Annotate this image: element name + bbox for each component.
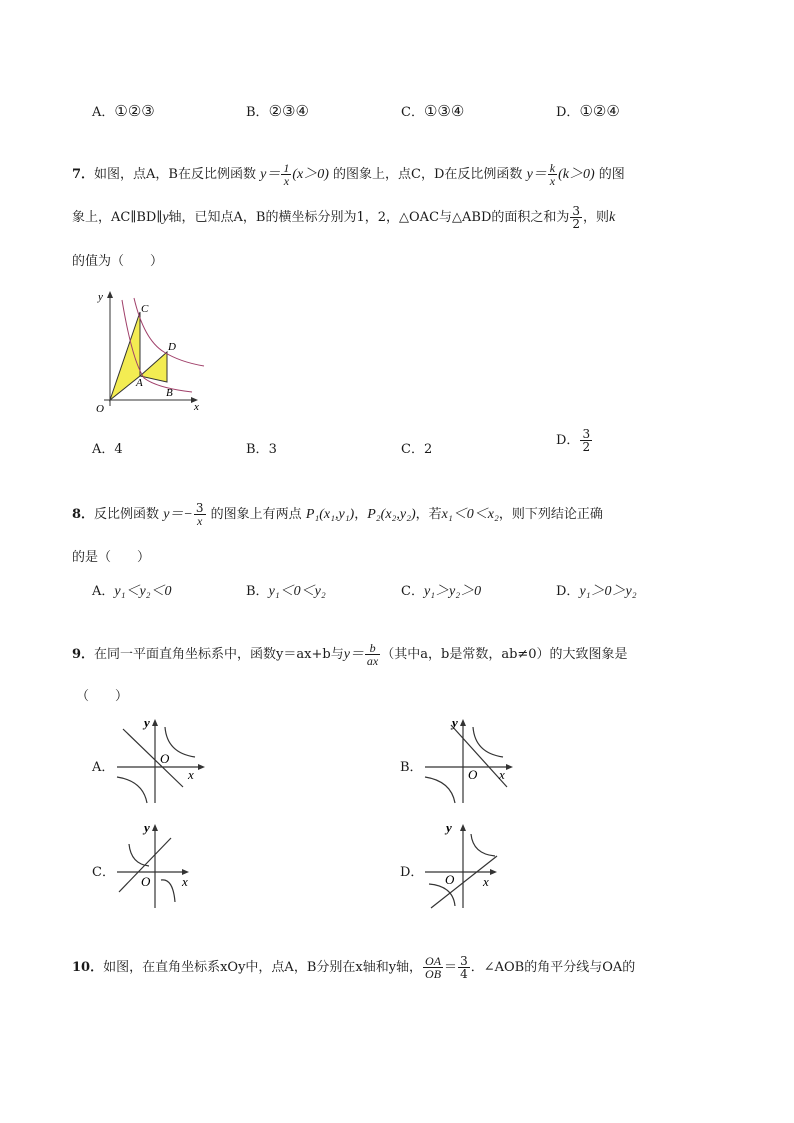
q9-option-d-label: D． [400, 865, 424, 880]
q9-line-2: （ ） [76, 689, 129, 704]
svg-text:O: O [160, 751, 170, 766]
svg-text:x: x [188, 767, 194, 782]
q10-line-1: 10．如图，在直角坐标系xOy中，点A，B分别在x轴和y轴， $\frac{OA}{OB}$ ＝ $\frac{3}{4}$ ．∠AOB的角平分线与OA的 [72, 954, 636, 981]
svg-text:x: x [182, 874, 188, 889]
svg-text:x: x [483, 874, 489, 889]
svg-text:y: y [144, 715, 150, 730]
q7-line-3: 的值为（ ） [72, 254, 164, 269]
q7-line-1: 7．如图，点A，B在反比例函数 y＝ $\frac{1}{x}$ (x＞0) 的图象上，点C，D在反比例函数 y＝ $\frac{k}{x}$ (k＞0) 的图 [72, 161, 625, 188]
q9-graph-c [115, 820, 210, 912]
q7-fig-label-b: B [166, 387, 173, 399]
q8-option-a: A．y₁＜y₂＜0 [92, 584, 172, 599]
svg-text:y: y [144, 820, 150, 835]
q7-fig-label-d: D [168, 341, 176, 353]
q8-option-d: D．y₁＞0＞y₂ [556, 584, 637, 599]
q6-option-d: D．①②④ [556, 102, 620, 120]
q7-fig-label-a: A [136, 377, 143, 389]
q6-option-a: A．①②③ [92, 102, 155, 120]
q7-fig-label-x: x [194, 401, 199, 413]
q9-option-c-label: C． [92, 865, 115, 880]
q7-fig-label-o: O [96, 403, 104, 415]
question-number: 7． [72, 167, 95, 182]
q9-option-b-label: B． [400, 760, 423, 775]
q6-option-c: C．①③④ [401, 102, 465, 120]
q7-line-2: 象上，AC∥BD∥y轴，已知点A，B的横坐标分别为1，2，△OAC与△ABD的面积之和为 $\frac{3}{2}$ ，则k [72, 204, 616, 231]
svg-text:x: x [499, 767, 505, 782]
q9-line-1: 9．在同一平面直角坐标系中，函数y＝ax+b与y＝ $\frac{b}{ax}$ （其中a，b是常数，ab≠0）的大致图象是 [72, 641, 628, 668]
q8-option-b: B．y₁＜0＜y₂ [246, 584, 326, 599]
svg-text:O: O [141, 874, 151, 889]
q7-option-d: D． $\frac{3}{2}$ [556, 427, 591, 454]
q7-option-a: A．4 [92, 442, 123, 457]
q8-line-2: 的是（ ） [72, 550, 151, 565]
q8-option-c: C．y₁＞y₂＞0 [401, 584, 482, 599]
q7-fig-label-y: y [98, 291, 103, 303]
q6-option-b: B．②③④ [246, 102, 309, 120]
q9-graph-a [115, 715, 210, 807]
q9-graph-d [423, 820, 518, 912]
q7-option-c: C．2 [401, 442, 433, 457]
q8-line-1: 8．反比例函数 y＝− $\frac{3}{x}$ 的图象上有两点 P₁(x₁,y₁)，P₂(x₂,y₂)，若x₁＜0＜x₂，则下列结论正确 [72, 501, 603, 528]
svg-text:y: y [452, 715, 458, 730]
q7-option-b: B．3 [246, 442, 277, 457]
svg-text:O: O [445, 872, 455, 887]
q7-fig-label-c: C [141, 303, 149, 315]
q9-graph-b [423, 715, 518, 807]
q9-option-a-label: A． [92, 760, 115, 775]
svg-text:O: O [468, 767, 478, 782]
svg-text:y: y [446, 820, 452, 835]
q7-figure [92, 288, 212, 418]
